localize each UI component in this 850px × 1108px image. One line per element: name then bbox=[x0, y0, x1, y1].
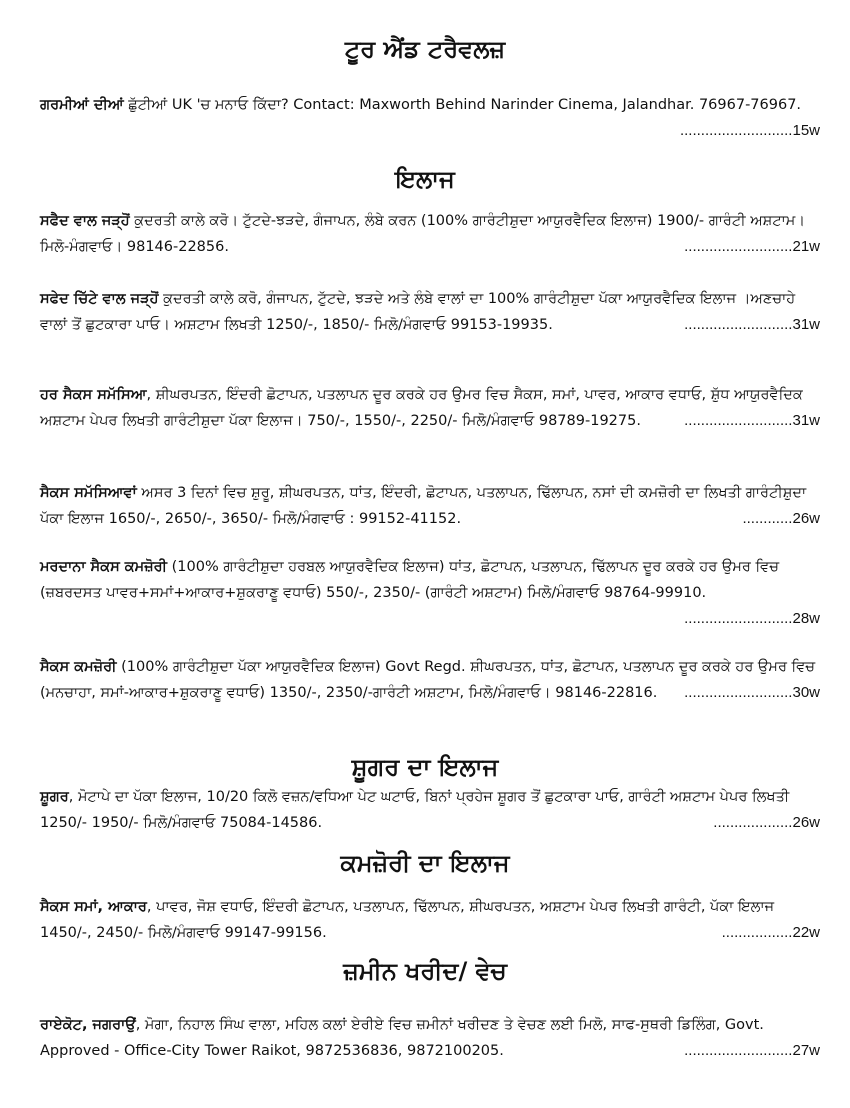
section-heading-tours: ਟੂਰ ਐਂਡ ਟਰੈਵਲਜ਼ bbox=[344, 35, 506, 63]
ad-keyword: ਮਰਦਾਨਾ ਸੈਕਸ ਕਮਜ਼ੋਰੀ bbox=[40, 559, 168, 575]
ad-treatment-4 bbox=[40, 480, 820, 532]
ad-code: ..........................28w bbox=[684, 610, 820, 627]
ad-code: ..........................30w bbox=[684, 684, 820, 701]
section-heading-land: ਜ਼ਮੀਨ ਖਰੀਦ/ ਵੇਚ bbox=[343, 957, 507, 985]
ad-code: ..........................27w bbox=[684, 1042, 820, 1059]
ad-keyword: ਸੈਕਸ ਸਮਾਂ, ਆਕਾਰ bbox=[40, 899, 147, 915]
ad-treatment-6 bbox=[40, 654, 820, 706]
ad-code: ..........................31w bbox=[684, 316, 820, 333]
ad-weakness-1 bbox=[40, 894, 820, 946]
ad-text: ਕੁਦਰਤੀ ਕਾਲੇ ਕਰੋ, ਗੰਜਾਪਨ, ਟੁੱਟਦੇ, ਝੜਦੇ ਅਤੇ ਲੰਬੇ ਵਾਲਾਂ ਦਾ 100% ਗਾਰੰਟੀਸ਼ੁਦਾ ਪੱਕਾ ਆਯੁਰਵੈਦਿਕ ਇਲਾਜ ।ਅਣਚਾਹੇ ਵਾਲਾਂ ਤੋਂ ਛੁਟਕਾਰਾ ਪਾਓ। ਅਸ਼ਟਾਮ ਲਿਖਤੀ 1250/-, 1850/- ਮਿਲੋ/ਮੰਗਵਾਓ 99153-19935. bbox=[40, 291, 796, 333]
ad-treatment-5 bbox=[40, 554, 820, 632]
ad-keyword: ਸ਼ੂਗਰ bbox=[40, 789, 69, 805]
ad-keyword: ਸਫੇਦ ਚਿੱਟੇ ਵਾਲ ਜੜ੍ਹੋਂ bbox=[40, 291, 159, 307]
ad-text: , ਮੋਗਾ, ਨਿਹਾਲ ਸਿੰਘ ਵਾਲਾ, ਮਹਿਲ ਕਲਾਂ ਏਰੀਏ ਵਿਚ ਜ਼ਮੀਨਾਂ ਖਰੀਦਣ ਤੇ ਵੇਚਣ ਲਈ ਮਿਲੋ, ਸਾਫ-ਸੁਥਰੀ ਡਿਲਿੰਗ, Govt. Approved - Office-City Tower Raikot, 9872536836, 9872100205. bbox=[40, 1017, 764, 1059]
ad-text: , ਪਾਵਰ, ਜੋਸ਼ ਵਧਾਓ, ਇੰਦਰੀ ਛੋਟਾਪਨ, ਪਤਲਾਪਨ, ਢਿੱਲਾਪਨ, ਸ਼ੀਘਰਪਤਨ, ਅਸ਼ਟਾਮ ਪੇਪਰ ਲਿਖਤੀ ਗਾਰੰਟੀ, ਪੱਕਾ ਇਲਾਜ 1450/-, 2450/- ਮਿਲੋ/ਮੰਗਵਾਓ 99147-99156. bbox=[40, 899, 775, 941]
ad-text: (100% ਗਾਰੰਟੀਸ਼ੁਦਾ ਹਰਬਲ ਆਯੁਰਵੈਦਿਕ ਇਲਾਜ) ਧਾਂਤ, ਛੋਟਾਪਨ, ਪਤਲਾਪਨ, ਢਿੱਲਾਪਨ ਦੂਰ ਕਰਕੇ ਹਰ ਉਮਰ ਵਿਚ (ਜ਼ਬਰਦਸਤ ਪਾਵਰ+ਸਮਾਂ+ਆਕਾਰ+ਸ਼ੁਕਰਾਣੂ ਵਧਾਓ) 550/-, 2350/- (ਗਾਰੰਟੀ ਅਸ਼ਟਾਮ) ਮਿਲੋ/ਮੰਗਵਾਓ 98764-99910. bbox=[40, 559, 780, 601]
ad-tours-1 bbox=[40, 92, 820, 144]
ad-land-1 bbox=[40, 1012, 820, 1064]
ad-code: ...................26w bbox=[713, 814, 820, 831]
ad-treatment-3 bbox=[40, 382, 820, 434]
ad-treatment-2 bbox=[40, 286, 820, 338]
ad-keyword: ਰਾਏਕੋਟ, ਜਗਰਾਉਂ bbox=[40, 1017, 136, 1033]
ad-keyword: ਸਫੈਦ ਵਾਲ ਜੜ੍ਹੋਂ bbox=[40, 213, 130, 229]
ad-code: ..........................31w bbox=[684, 412, 820, 429]
ad-sugar-1 bbox=[40, 784, 820, 836]
ad-text: , ਸ਼ੀਘਰਪਤਨ, ਇੰਦਰੀ ਛੋਟਾਪਨ, ਪਤਲਾਪਨ ਦੂਰ ਕਰਕੇ ਹਰ ਉਮਰ ਵਿਚ ਸੈਕਸ, ਸਮਾਂ, ਪਾਵਰ, ਆਕਾਰ ਵਧਾਓ, ਸ਼ੁੱਧ ਆਯੁਰਵੈਦਿਕ ਅਸ਼ਟਾਮ ਪੇਪਰ ਲਿਖਤੀ ਗਾਰੰਟੀਸ਼ੁਦਾ ਪੱਕਾ ਇਲਾਜ। 750/-, 1550/-, 2250/- ਮਿਲੋ/ਮੰਗਵਾਓ 98789-19275. bbox=[40, 387, 803, 429]
section-heading-weakness: ਕਮਜ਼ੋਰੀ ਦਾ ਇਲਾਜ bbox=[340, 849, 510, 877]
ad-treatment-1 bbox=[40, 208, 820, 260]
ad-text: ਅਸਰ 3 ਦਿਨਾਂ ਵਿਚ ਸ਼ੁਰੂ, ਸ਼ੀਘਰਪਤਨ, ਧਾਂਤ, ਇੰਦਰੀ, ਛੋਟਾਪਨ, ਪਤਲਾਪਨ, ਢਿੱਲਾਪਨ, ਨਸਾਂ ਦੀ ਕਮਜ਼ੋਰੀ ਦਾ ਲਿਖਤੀ ਗਾਰੰਟੀਸ਼ੁਦਾ ਪੱਕਾ ਇਲਾਜ 1650/-, 2650/-, 3650/- ਮਿਲੋ/ਮੰਗਵਾਓ : 99152-41152. bbox=[40, 485, 807, 527]
ad-text: , ਮੋਟਾਪੇ ਦਾ ਪੱਕਾ ਇਲਾਜ, 10/20 ਕਿਲੋ ਵਜ਼ਨ/ਵਧਿਆ ਪੇਟ ਘਟਾਓ, ਬਿਨਾਂ ਪ੍ਰਹੇਜ ਸ਼ੂਗਰ ਤੋਂ ਛੁਟਕਾਰਾ ਪਾਓ, ਗਾਰੰਟੀ ਅਸ਼ਟਾਮ ਪੇਪਰ ਲਿਖਤੀ 1250/- 1950/- ਮਿਲੋ/ਮੰਗਵਾਓ 75084-14586. bbox=[40, 789, 790, 831]
ad-keyword: ਹਰ ਸੈਕਸ ਸਮੱਸਿਆ bbox=[40, 387, 147, 403]
ad-code: ...........................15w bbox=[679, 122, 820, 139]
section-heading-sugar: ਸ਼ੂਗਰ ਦਾ ਇਲਾਜ bbox=[351, 753, 499, 781]
ad-text: (100% ਗਾਰੰਟੀਸ਼ੁਦਾ ਪੱਕਾ ਆਯੁਰਵੈਦਿਕ ਇਲਾਜ) Govt Regd. ਸ਼ੀਘਰਪਤਨ, ਧਾਂਤ, ਛੋਟਾਪਨ, ਪਤਲਾਪਨ ਦੂਰ ਕਰਕੇ ਹਰ ਉਮਰ ਵਿਚ (ਮਨਚਾਹਾ, ਸਮਾਂ-ਆਕਾਰ+ਸ਼ੁਕਰਾਣੂ ਵਧਾਓ) 1350/-, 2350/-ਗਾਰੰਟੀ ਅਸ਼ਟਾਮ, ਮਿਲੋ/ਮੰਗਵਾਓ। 98146-22816. bbox=[40, 659, 816, 701]
ad-code: .................22w bbox=[721, 924, 820, 941]
section-heading-treatment: ਇਲਾਜ bbox=[395, 165, 455, 193]
ad-text: ਕੁਦਰਤੀ ਕਾਲੇ ਕਰੋ। ਟੁੱਟਦੇ-ਝੜਦੇ, ਗੰਜਾਪਨ, ਲੰਬੇ ਕਰਨ (100% ਗਾਰੰਟੀਸ਼ੁਦਾ ਆਯੁਰਵੈਦਿਕ ਇਲਾਜ) 1900/- ਗਾਰੰਟੀ ਅਸ਼ਟਾਮ। ਮਿਲੋ-ਮੰਗਵਾਓ। 98146-22856. bbox=[40, 213, 806, 255]
ad-code: ............26w bbox=[742, 510, 820, 527]
ad-keyword: ਗਰਮੀਆਂ ਦੀਆਂ bbox=[40, 97, 124, 113]
ad-keyword: ਸੈਕਸ ਕਮਜ਼ੋਰੀ bbox=[40, 659, 117, 675]
ad-keyword: ਸੈਕਸ ਸਮੱਸਿਆਵਾਂ bbox=[40, 485, 137, 501]
ad-text: ਛੁੱਟੀਆਂ UK 'ਚ ਮਨਾਓ ਕਿੱਦਾ? Contact: Maxworth Behind Narinder Cinema, Jalandhar. 76967-76967. bbox=[123, 97, 802, 113]
ad-code: ..........................21w bbox=[684, 238, 820, 255]
